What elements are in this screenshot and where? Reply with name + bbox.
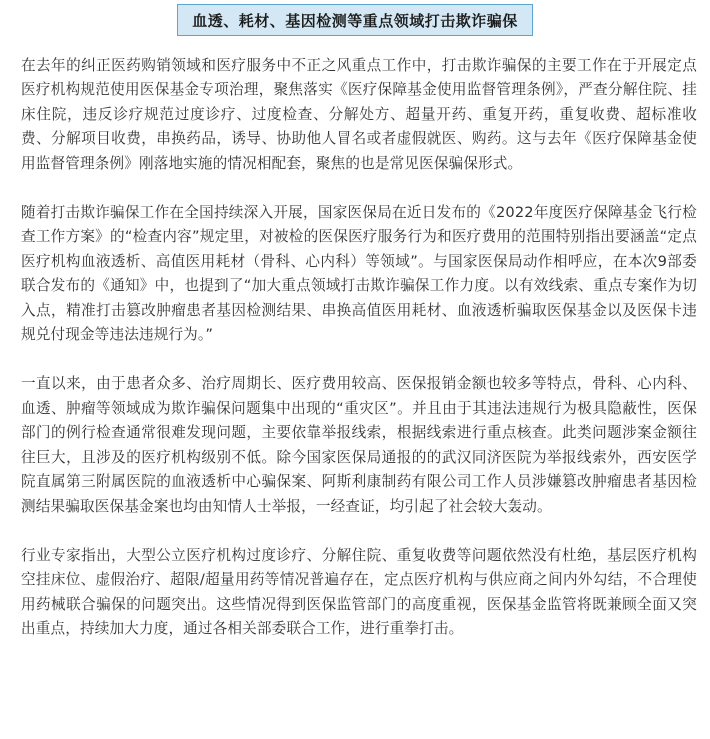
title-box xyxy=(177,4,533,36)
paragraph-3: 一直以来，由于患者众多、治疗周期长、医疗费用较高、医保报销金额也较多等特点，骨科、心内科、血透、肿瘤等领域成为欺诈骗保问题集中出现的“重灾区”。并且由于其违法违规行为极具隐蔽性，医保部门的例行检查通常很难发现问题，主要依靠举报线索，根据线索进行重点核查。此类问题涉案金额往往巨大，且涉及的医疗机构级别不低。除今国家医保局通报的的武汉同济医院为举报线索外，西安医学院直属第三附属医院的血液透析中心骗保案、阿斯利康制药有限公司工作人员涉嫌篡改肿瘤患者基因检测结果骗取医保基金案也均由知情人士举报，一经查证，均引起了社会较大轰动。 xyxy=(21,375,697,515)
title-banner xyxy=(0,4,710,38)
paragraph-2: 随着打击欺诈骗保工作在全国持续深入开展，国家医保局在近日发布的《2022年度医疗保障基金飞行检查工作方案》的“检查内容”规定里，对被检的医保医疗服务行为和医疗费用的范围特别指出要涵盖“定点医疗机构血液透析、高值医用耗材（骨科、心内科）等领域”。与国家医保局动作相呼应，在本次9部委联合发布的《通知》中，也提到了“加大重点领域打击欺诈骗保工作力度。以有效线索、重点专案作为切入点，精准打击篡改肿瘤患者基因检测结果、串换高值医用耗材、血液透析骗取医保基金以及医保卡违规兑付现金等违法违规行为。” xyxy=(21,204,697,344)
paragraph-1: 在去年的纠正医药购销领域和医疗服务中不正之风重点工作中，打击欺诈骗保的主要工作在于开展定点医疗机构规范使用医保基金专项治理，聚焦落实《医疗保障基金使用监督管理条例》，严查分解住院、挂床住院，违反诊疗规范过度诊疗、过度检查、分解处方、超量开药、重复开药，重复收费、超标准收费、分解项目收费，串换药品，诱导、协助他人冒名或者虚假就医、购药。这与去年《医疗保障基金使用监督管理条例》刚落地实施的情况相配套，聚焦的也是常见医保骗保形式。 xyxy=(21,57,697,172)
paragraph-4: 行业专家指出，大型公立医疗机构过度诊疗、分解住院、重复收费等问题依然没有杜绝，基层医疗机构空挂床位、虚假治疗、超限/超量用药等情况普遍存在，定点医疗机构与供应商之间内外勾结，不合理使用药械联合骗保的问题突出。这些情况得到医保监管部门的高度重视，医保基金监管将既兼顾全面又突出重点，持续加大力度，通过各相关部委联合工作，进行重拳打击。 xyxy=(21,546,697,638)
article-title: 血透、耗材、基因检测等重点领域打击欺诈骗保 xyxy=(192,11,518,30)
article-body xyxy=(21,54,697,642)
